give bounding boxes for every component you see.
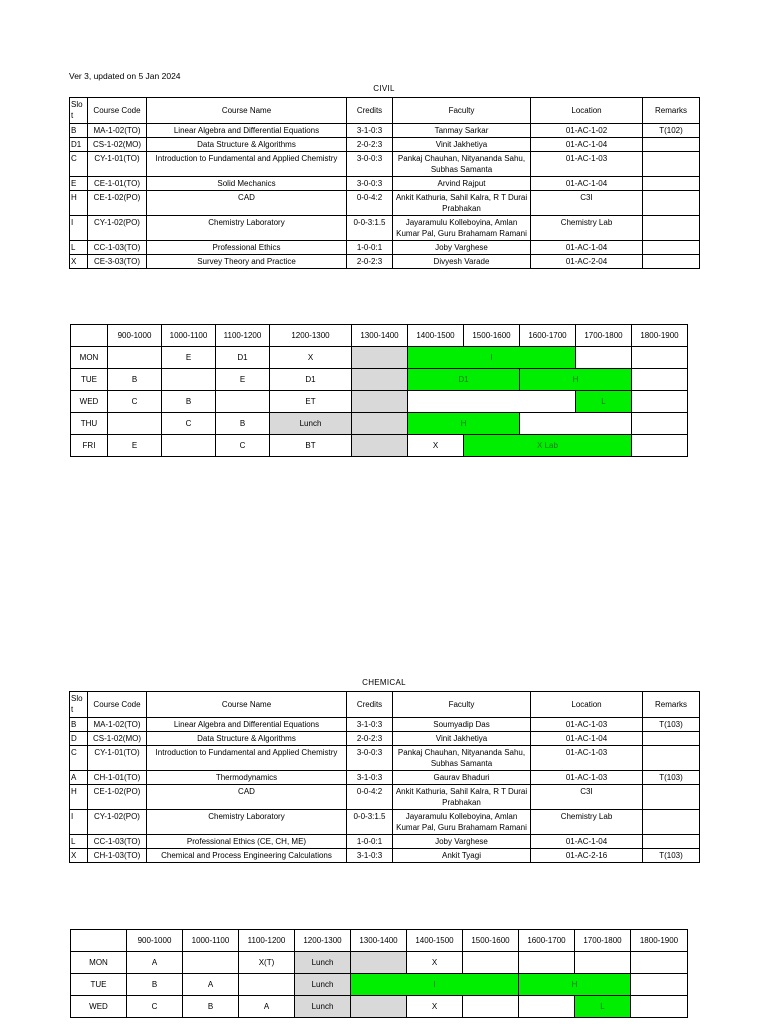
name-cell: Thermodynamics bbox=[147, 771, 347, 785]
slot-cell: E bbox=[162, 347, 216, 369]
name-cell: Survey Theory and Practice bbox=[147, 255, 347, 269]
table-row bbox=[70, 785, 700, 810]
slot-cell bbox=[632, 369, 688, 391]
slot-cell: X bbox=[407, 952, 463, 974]
slot-cell: E bbox=[108, 435, 162, 457]
remarks-cell bbox=[643, 732, 700, 746]
faculty-cell: Pankaj Chauhan, Nityananda Sahu, Subhas Samanta bbox=[393, 152, 531, 177]
break-cell bbox=[352, 369, 408, 391]
header-time: 1400-1500 bbox=[408, 325, 464, 347]
timetable-row-wed bbox=[71, 391, 688, 413]
table-row bbox=[70, 177, 700, 191]
name-cell: Introduction to Fundamental and Applied Chemistry bbox=[147, 746, 347, 771]
remarks-cell bbox=[643, 138, 700, 152]
location-cell: C3I bbox=[531, 785, 643, 810]
remarks-cell bbox=[643, 255, 700, 269]
lab-cell: L bbox=[576, 391, 632, 413]
name-cell: Solid Mechanics bbox=[147, 177, 347, 191]
break-cell bbox=[352, 413, 408, 435]
faculty-cell: Joby Varghese bbox=[393, 241, 531, 255]
slot-cell bbox=[183, 952, 239, 974]
credits-cell: 0-0-4:2 bbox=[347, 785, 393, 810]
remarks-cell bbox=[643, 810, 700, 835]
slot-cell bbox=[239, 974, 295, 996]
header-slot: Slo t bbox=[70, 98, 88, 124]
remarks-cell: T(102) bbox=[643, 124, 700, 138]
slot-cell bbox=[632, 413, 688, 435]
civil-timetable bbox=[70, 324, 688, 457]
slot-cell bbox=[162, 435, 216, 457]
code-cell: CY-1-02(PO) bbox=[88, 216, 147, 241]
header-time: 1500-1600 bbox=[463, 930, 519, 952]
faculty-cell: Tanmay Sarkar bbox=[393, 124, 531, 138]
credits-cell: 2-0-2:3 bbox=[347, 138, 393, 152]
code-cell: CY-1-01(TO) bbox=[88, 746, 147, 771]
faculty-cell: Gaurav Bhaduri bbox=[393, 771, 531, 785]
header-time: 1200-1300 bbox=[270, 325, 352, 347]
timetable-header-row bbox=[71, 930, 688, 952]
chemical-section-title: CHEMICAL bbox=[362, 678, 406, 687]
credits-cell: 2-0-2:3 bbox=[347, 255, 393, 269]
slot-cell bbox=[575, 952, 631, 974]
table-row bbox=[70, 124, 700, 138]
break-cell bbox=[352, 435, 408, 457]
table-row bbox=[70, 732, 700, 746]
slot-cell: D1 bbox=[270, 369, 352, 391]
faculty-cell: Pankaj Chauhan, Nityananda Sahu, Subhas Samanta bbox=[393, 746, 531, 771]
location-cell: 01-AC-2-04 bbox=[531, 255, 643, 269]
slot-cell: D1 bbox=[70, 138, 88, 152]
faculty-cell: Vinit Jakhetiya bbox=[393, 138, 531, 152]
location-cell: 01-AC-1-04 bbox=[531, 138, 643, 152]
day-cell: WED bbox=[71, 996, 127, 1018]
table-row bbox=[70, 241, 700, 255]
faculty-cell: Divyesh Varade bbox=[393, 255, 531, 269]
break-cell bbox=[351, 996, 407, 1018]
chemical-timetable bbox=[70, 929, 688, 1018]
day-cell: TUE bbox=[71, 974, 127, 996]
table-row bbox=[70, 216, 700, 241]
code-cell: CC-1-03(TO) bbox=[88, 241, 147, 255]
slot-cell: A bbox=[70, 771, 88, 785]
slot-cell: C bbox=[162, 413, 216, 435]
header-time: 1100-1200 bbox=[239, 930, 295, 952]
table-row bbox=[70, 746, 700, 771]
header-time: 1000-1100 bbox=[183, 930, 239, 952]
slot-cell: D1 bbox=[216, 347, 270, 369]
header-time: 1800-1900 bbox=[632, 325, 688, 347]
name-cell: Chemical and Process Engineering Calculations bbox=[147, 849, 347, 863]
table-row bbox=[70, 849, 700, 863]
remarks-cell bbox=[643, 216, 700, 241]
credits-cell: 3-0-0:3 bbox=[347, 746, 393, 771]
credits-cell: 3-1-0:3 bbox=[347, 718, 393, 732]
slot-cell: X bbox=[70, 255, 88, 269]
header-name: Course Name bbox=[147, 98, 347, 124]
slot-cell: E bbox=[216, 369, 270, 391]
table-row bbox=[70, 718, 700, 732]
civil-section-title: CIVIL bbox=[373, 84, 395, 93]
slot-cell: B bbox=[70, 718, 88, 732]
slot-cell bbox=[632, 391, 688, 413]
slot-cell: H bbox=[70, 191, 88, 216]
break-cell bbox=[351, 952, 407, 974]
remarks-cell bbox=[643, 241, 700, 255]
credits-cell: 0-0-3:1.5 bbox=[347, 216, 393, 241]
day-cell: FRI bbox=[71, 435, 108, 457]
code-cell: MA-1-02(TO) bbox=[88, 124, 147, 138]
code-cell: CS-1-02(MO) bbox=[88, 138, 147, 152]
slot-cell bbox=[408, 391, 576, 413]
slot-cell: B bbox=[108, 369, 162, 391]
timetable-row-mon bbox=[71, 952, 688, 974]
header-credits: Credits bbox=[347, 98, 393, 124]
name-cell: Linear Algebra and Differential Equations bbox=[147, 718, 347, 732]
faculty-cell: Jayaramulu Kolleboyina, Amlan Kumar Pal, Guru Brahamam Ramani bbox=[393, 810, 531, 835]
header-time: 1300-1400 bbox=[351, 930, 407, 952]
name-cell: CAD bbox=[147, 191, 347, 216]
remarks-cell bbox=[643, 835, 700, 849]
slot-cell: C bbox=[70, 152, 88, 177]
version-note: Ver 3, updated on 5 Jan 2024 bbox=[69, 71, 181, 81]
slot-cell: I bbox=[70, 216, 88, 241]
lab-cell: D1 bbox=[408, 369, 520, 391]
timetable-row-mon bbox=[71, 347, 688, 369]
slot-cell bbox=[632, 435, 688, 457]
slot-cell bbox=[108, 413, 162, 435]
credits-cell: 3-0-0:3 bbox=[347, 177, 393, 191]
location-cell: Chemistry Lab bbox=[531, 216, 643, 241]
faculty-cell: Ankit Tyagi bbox=[393, 849, 531, 863]
slot-cell: C bbox=[70, 746, 88, 771]
credits-cell: 0-0-4:2 bbox=[347, 191, 393, 216]
timetable-row-fri bbox=[71, 435, 688, 457]
code-cell: CE-1-01(TO) bbox=[88, 177, 147, 191]
lunch-cell: Lunch bbox=[270, 413, 352, 435]
timetable-row-tue bbox=[71, 974, 688, 996]
slot-cell: L bbox=[70, 241, 88, 255]
day-cell: TUE bbox=[71, 369, 108, 391]
header-location: Location bbox=[531, 692, 643, 718]
header-time: 1200-1300 bbox=[295, 930, 351, 952]
table-row bbox=[70, 835, 700, 849]
code-cell: CH-1-03(TO) bbox=[88, 849, 147, 863]
name-cell: Introduction to Fundamental and Applied Chemistry bbox=[147, 152, 347, 177]
slot-cell: C bbox=[216, 435, 270, 457]
location-cell: 01-AC-1-03 bbox=[531, 718, 643, 732]
slot-cell: B bbox=[216, 413, 270, 435]
remarks-cell: T(103) bbox=[643, 771, 700, 785]
remarks-cell bbox=[643, 177, 700, 191]
credits-cell: 1-0-0:1 bbox=[347, 835, 393, 849]
slot-cell: D bbox=[70, 732, 88, 746]
location-cell: Chemistry Lab bbox=[531, 810, 643, 835]
header-time: 1100-1200 bbox=[216, 325, 270, 347]
slot-cell bbox=[519, 952, 575, 974]
slot-cell: X(T) bbox=[239, 952, 295, 974]
name-cell: Data Structure & Algorithms bbox=[147, 138, 347, 152]
slot-cell: B bbox=[183, 996, 239, 1018]
code-cell: CC-1-03(TO) bbox=[88, 835, 147, 849]
day-cell: MON bbox=[71, 952, 127, 974]
timetable-row-tue bbox=[71, 369, 688, 391]
day-cell: THU bbox=[71, 413, 108, 435]
civil-course-table bbox=[69, 97, 700, 269]
header-time: 1800-1900 bbox=[631, 930, 688, 952]
code-cell: CS-1-02(MO) bbox=[88, 732, 147, 746]
header-time: 1700-1800 bbox=[575, 930, 631, 952]
code-cell: MA-1-02(TO) bbox=[88, 718, 147, 732]
slot-cell: E bbox=[70, 177, 88, 191]
name-cell: Data Structure & Algorithms bbox=[147, 732, 347, 746]
table-row bbox=[70, 255, 700, 269]
table-row bbox=[70, 191, 700, 216]
slot-cell: A bbox=[127, 952, 183, 974]
slot-cell: L bbox=[70, 835, 88, 849]
header-name: Course Name bbox=[147, 692, 347, 718]
header-day bbox=[71, 930, 127, 952]
slot-cell: X bbox=[270, 347, 352, 369]
slot-cell bbox=[631, 974, 688, 996]
remarks-cell bbox=[643, 746, 700, 771]
header-time: 1600-1700 bbox=[519, 930, 575, 952]
name-cell: CAD bbox=[147, 785, 347, 810]
slot-cell: B bbox=[162, 391, 216, 413]
day-cell: WED bbox=[71, 391, 108, 413]
location-cell: 01-AC-1-04 bbox=[531, 835, 643, 849]
credits-cell: 3-1-0:3 bbox=[347, 849, 393, 863]
location-cell: 01-AC-1-03 bbox=[531, 152, 643, 177]
faculty-cell: Ankit Kathuria, Sahil Kalra, R T Durai Prabhakan bbox=[393, 191, 531, 216]
name-cell: Chemistry Laboratory bbox=[147, 810, 347, 835]
location-cell: 01-AC-1-03 bbox=[531, 746, 643, 771]
header-code: Course Code bbox=[88, 692, 147, 718]
slot-cell bbox=[463, 952, 519, 974]
credits-cell: 0-0-3:1.5 bbox=[347, 810, 393, 835]
table-header-row bbox=[70, 692, 700, 718]
code-cell: CE-1-02(PO) bbox=[88, 785, 147, 810]
slot-cell: X bbox=[70, 849, 88, 863]
day-cell: MON bbox=[71, 347, 108, 369]
slot-cell: C bbox=[127, 996, 183, 1018]
slot-cell bbox=[576, 347, 632, 369]
slot-cell bbox=[463, 996, 519, 1018]
location-cell: 01-AC-2-16 bbox=[531, 849, 643, 863]
lab-cell: H bbox=[519, 974, 631, 996]
slot-cell: B bbox=[70, 124, 88, 138]
lab-cell: X Lab bbox=[464, 435, 632, 457]
header-time: 900-1000 bbox=[127, 930, 183, 952]
faculty-cell: Vinit Jakhetiya bbox=[393, 732, 531, 746]
slot-cell bbox=[162, 369, 216, 391]
header-time: 1500-1600 bbox=[464, 325, 520, 347]
code-cell: CH-1-01(TO) bbox=[88, 771, 147, 785]
slot-cell bbox=[632, 347, 688, 369]
lunch-cell: Lunch bbox=[295, 996, 351, 1018]
credits-cell: 3-0-0:3 bbox=[347, 152, 393, 177]
chemical-course-table bbox=[69, 691, 700, 863]
location-cell: 01-AC-1-04 bbox=[531, 177, 643, 191]
header-remarks: Remarks bbox=[643, 98, 700, 124]
header-day bbox=[71, 325, 108, 347]
header-faculty: Faculty bbox=[393, 692, 531, 718]
credits-cell: 2-0-2:3 bbox=[347, 732, 393, 746]
lab-cell: I bbox=[408, 347, 576, 369]
header-time: 1600-1700 bbox=[520, 325, 576, 347]
header-remarks: Remarks bbox=[643, 692, 700, 718]
slot-cell bbox=[108, 347, 162, 369]
slot-cell: H bbox=[70, 785, 88, 810]
location-cell: 01-AC-1-02 bbox=[531, 124, 643, 138]
location-cell: C3I bbox=[531, 191, 643, 216]
credits-cell: 1-0-0:1 bbox=[347, 241, 393, 255]
header-slot: Slo t bbox=[70, 692, 88, 718]
header-credits: Credits bbox=[347, 692, 393, 718]
credits-cell: 3-1-0:3 bbox=[347, 124, 393, 138]
header-faculty: Faculty bbox=[393, 98, 531, 124]
table-row bbox=[70, 138, 700, 152]
header-time: 1300-1400 bbox=[352, 325, 408, 347]
timetable-row-wed bbox=[71, 996, 688, 1018]
remarks-cell: T(103) bbox=[643, 849, 700, 863]
slot-cell bbox=[631, 996, 688, 1018]
faculty-cell: Arvind Rajput bbox=[393, 177, 531, 191]
location-cell: 01-AC-1-03 bbox=[531, 771, 643, 785]
table-header-row bbox=[70, 98, 700, 124]
break-cell bbox=[352, 347, 408, 369]
slot-cell bbox=[631, 952, 688, 974]
slot-cell: I bbox=[70, 810, 88, 835]
lab-cell: L bbox=[575, 996, 631, 1018]
name-cell: Chemistry Laboratory bbox=[147, 216, 347, 241]
table-row bbox=[70, 810, 700, 835]
code-cell: CY-1-01(TO) bbox=[88, 152, 147, 177]
lab-cell: H bbox=[520, 369, 632, 391]
remarks-cell bbox=[643, 785, 700, 810]
slot-cell: C bbox=[108, 391, 162, 413]
location-cell: 01-AC-1-04 bbox=[531, 241, 643, 255]
code-cell: CE-1-02(PO) bbox=[88, 191, 147, 216]
header-location: Location bbox=[531, 98, 643, 124]
slot-cell: X bbox=[407, 996, 463, 1018]
header-time: 1000-1100 bbox=[162, 325, 216, 347]
faculty-cell: Ankit Kathuria, Sahil Kalra, R T Durai Prabhakan bbox=[393, 785, 531, 810]
timetable-row-thu bbox=[71, 413, 688, 435]
lab-cell: H bbox=[408, 413, 520, 435]
name-cell: Linear Algebra and Differential Equations bbox=[147, 124, 347, 138]
slot-cell: B bbox=[127, 974, 183, 996]
slot-cell: BT bbox=[270, 435, 352, 457]
slot-cell: X bbox=[408, 435, 464, 457]
name-cell: Professional Ethics bbox=[147, 241, 347, 255]
slot-cell: A bbox=[183, 974, 239, 996]
code-cell: CY-1-02(PO) bbox=[88, 810, 147, 835]
header-code: Course Code bbox=[88, 98, 147, 124]
faculty-cell: Joby Varghese bbox=[393, 835, 531, 849]
remarks-cell bbox=[643, 152, 700, 177]
remarks-cell bbox=[643, 191, 700, 216]
break-cell bbox=[352, 391, 408, 413]
name-cell: Professional Ethics (CE, CH, ME) bbox=[147, 835, 347, 849]
slot-cell bbox=[216, 391, 270, 413]
slot-cell: A bbox=[239, 996, 295, 1018]
header-time: 1400-1500 bbox=[407, 930, 463, 952]
header-time: 1700-1800 bbox=[576, 325, 632, 347]
remarks-cell: T(103) bbox=[643, 718, 700, 732]
code-cell: CE-3-03(TO) bbox=[88, 255, 147, 269]
header-time: 900-1000 bbox=[108, 325, 162, 347]
faculty-cell: Jayaramulu Kolleboyina, Amlan Kumar Pal, Guru Brahamam Ramani bbox=[393, 216, 531, 241]
slot-cell bbox=[520, 413, 632, 435]
slot-cell: ET bbox=[270, 391, 352, 413]
slot-cell bbox=[519, 996, 575, 1018]
lunch-cell: Lunch bbox=[295, 952, 351, 974]
timetable-header-row bbox=[71, 325, 688, 347]
table-row bbox=[70, 771, 700, 785]
faculty-cell: Soumyadip Das bbox=[393, 718, 531, 732]
location-cell: 01-AC-1-04 bbox=[531, 732, 643, 746]
credits-cell: 3-1-0:3 bbox=[347, 771, 393, 785]
lab-cell: I bbox=[351, 974, 519, 996]
table-row bbox=[70, 152, 700, 177]
lunch-cell: Lunch bbox=[295, 974, 351, 996]
